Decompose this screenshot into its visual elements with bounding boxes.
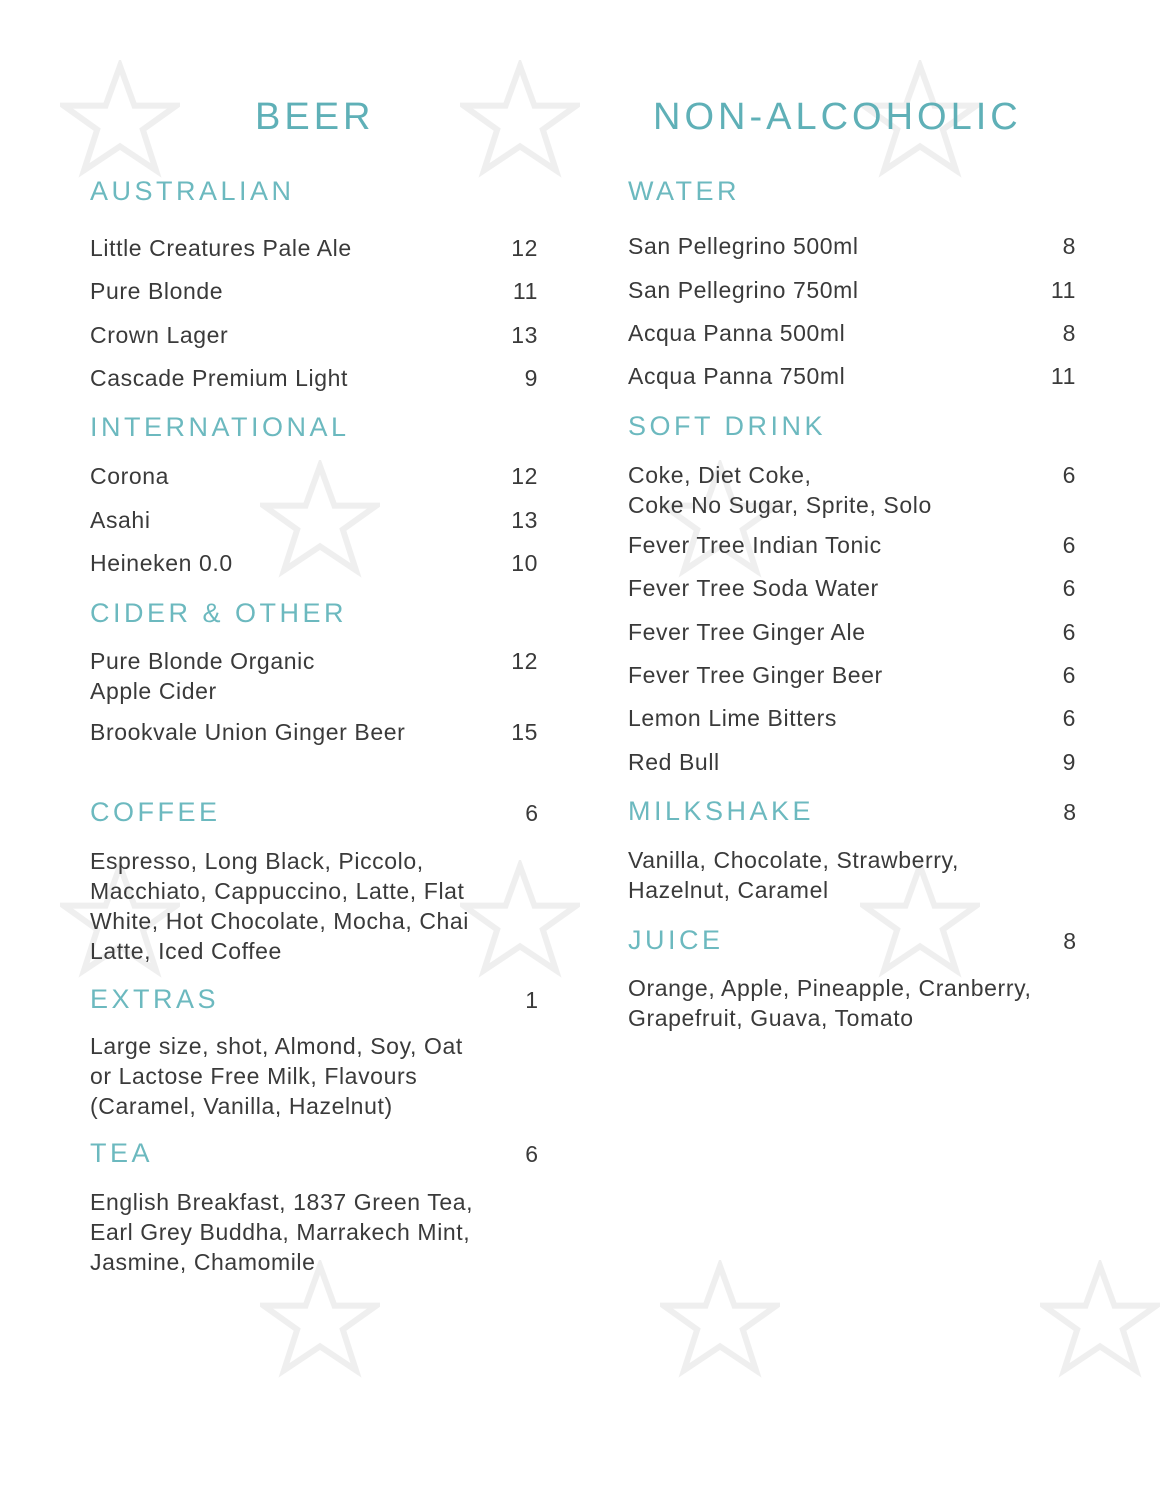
soft-drink-heading: SOFT DRINK [628,411,827,441]
fork-star-icon [60,60,180,180]
international-heading: INTERNATIONAL [90,412,350,442]
fork-star-icon [1040,1260,1160,1380]
coffee-price: 6 [525,800,538,826]
non-alcoholic-title: NON-ALCOHOLIC [653,96,1022,138]
water-heading: WATER [628,176,740,206]
beer-title: BEER [255,96,375,138]
fork-star-icon [460,60,580,180]
milkshake-price: 8 [1063,799,1076,825]
juice-price: 8 [1063,928,1076,954]
fork-star-icon [260,1260,380,1380]
tea-description: English Breakfast, 1837 Green Tea, Earl Grey Buddha, Marrakech Mint, Jasmine, Chamomile [90,1189,474,1275]
tea-heading: TEA [90,1138,154,1168]
coffee-heading: COFFEE [90,797,221,827]
extras-heading: EXTRAS [90,984,220,1014]
cider-heading: CIDER & OTHER [90,598,348,628]
fork-star-icon [260,460,380,580]
milkshake-description: Vanilla, Chocolate, Strawberry, Hazelnut, Caramel [628,847,959,903]
extras-price: 1 [525,987,538,1013]
menu-item: Coke, Diet Coke, Coke No Sugar, Sprite, Solo 6 [628,462,1076,518]
australian-heading: AUSTRALIAN [90,176,295,206]
menu-item: Pure Blonde Organic Apple Cider 12 [90,648,538,704]
tea-price: 6 [525,1141,538,1167]
extras-description: Large size, shot, Almond, Soy, Oat or Lactose Free Milk, Flavours (Caramel, Vanilla, Hazelnut) [90,1033,463,1119]
coffee-description: Espresso, Long Black, Piccolo, Macchiato, Cappuccino, Latte, Flat White, Hot Chocolate, Mocha, Chai Latte, Iced Coffee [90,848,470,964]
juice-description: Orange, Apple, Pineapple, Cranberry, Grapefruit, Guava, Tomato [628,975,1032,1031]
fork-star-icon [660,1260,780,1380]
juice-heading: JUICE [628,925,724,955]
milkshake-heading: MILKSHAKE [628,796,815,826]
